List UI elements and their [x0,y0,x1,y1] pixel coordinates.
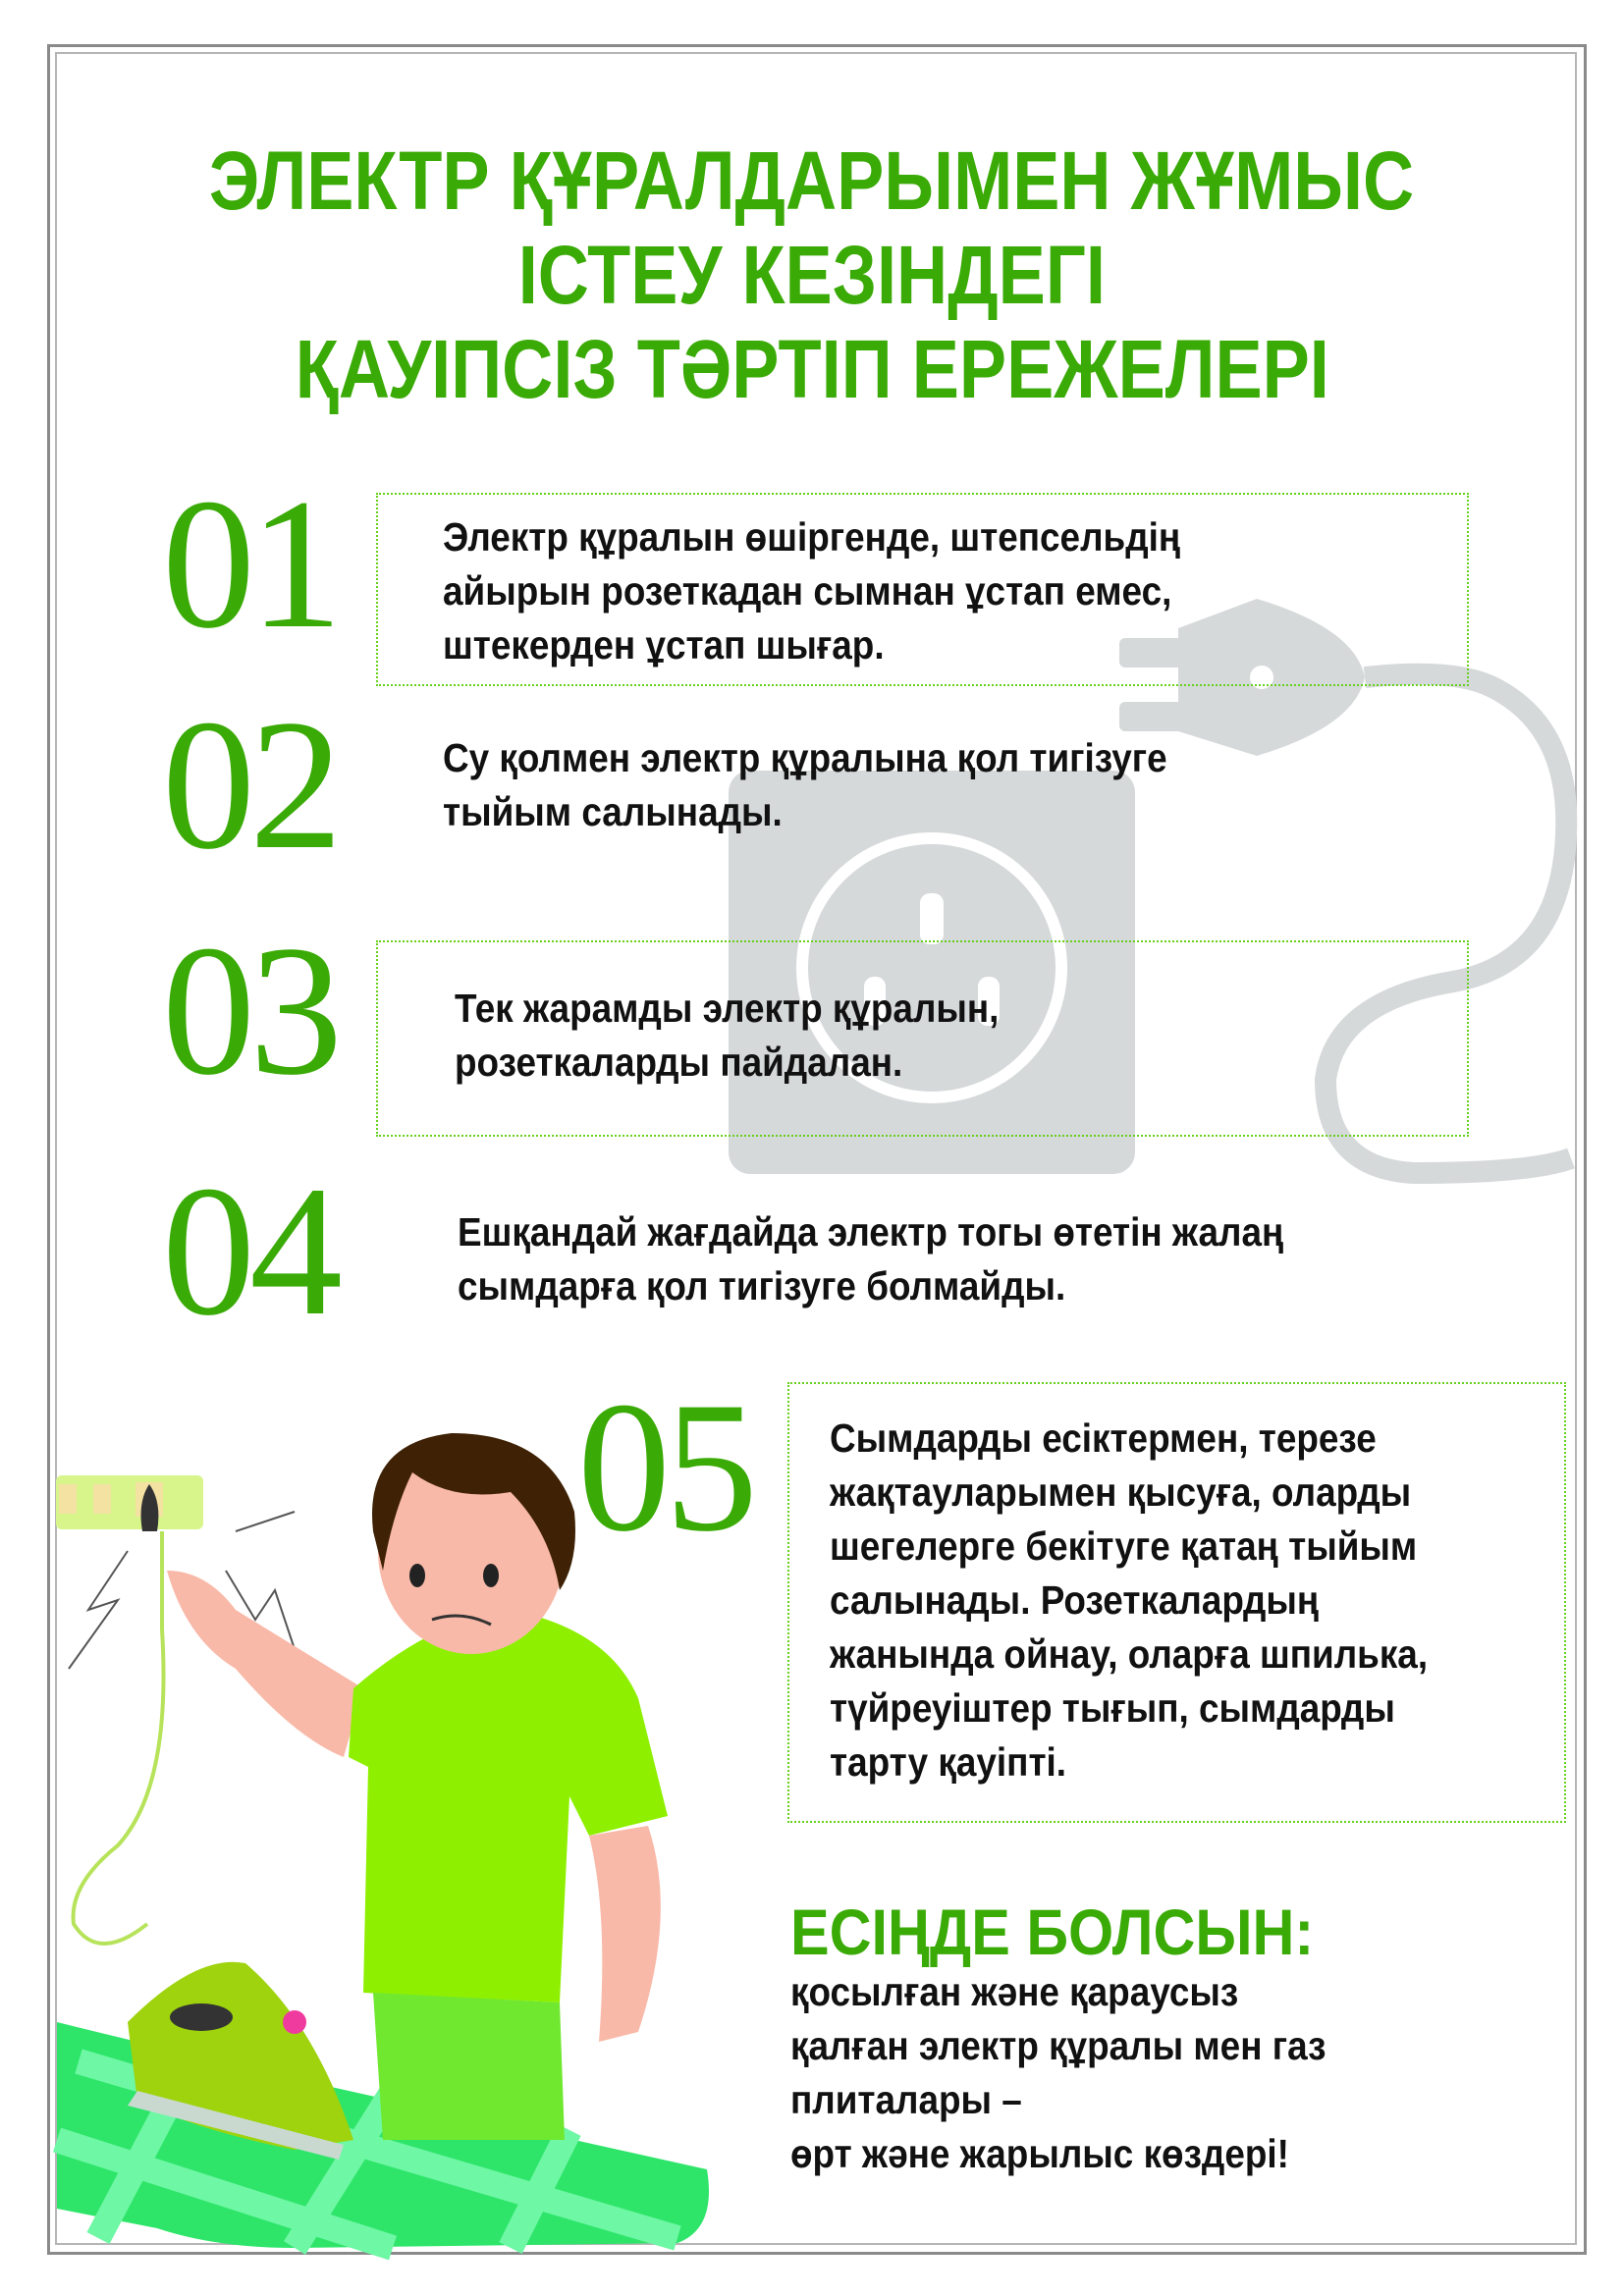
rule-line: айырын розеткадан сымнан ұстап емес, [443,568,1172,614]
rule-line: Электр құралын өшіргенде, штепсельдің [443,514,1181,560]
rule-line: Ешқандай жағдайда электр тогы өтетін жалаң [458,1209,1284,1255]
title-line: ЭЛЕКТР ҚҰРАЛДАРЫМЕН ЖҰМЫС [209,134,1415,227]
rule-line: штекерден ұстап шығар. [443,622,885,667]
remember-line: қосылған және қараусыз [790,1969,1239,2014]
title-line: ІСТЕУ КЕЗІНДЕГІ [517,229,1107,321]
title-line: ҚАУІПСІЗ ТӘРТІП ЕРЕЖЕЛЕРІ [295,323,1329,415]
rule-number: 02 [162,682,337,888]
rule-line: розеткаларды пайдалан. [455,1040,903,1085]
rule-line: салынады. Розеткалардың [830,1577,1320,1623]
remember-line: өрт және жарылыс көздері! [790,2131,1289,2176]
rule-line: шегелерге бекітуге қатаң тыйым [830,1523,1418,1569]
rule-number: 05 [577,1364,752,1571]
rule-number: 03 [162,908,337,1114]
rule-line: жанында ойнау, оларға шпилька, [830,1631,1429,1677]
rule-line: Су қолмен электр құралына қол тигізуге [443,735,1167,780]
rule-number: 01 [162,461,337,667]
rule-line: жақтауларымен қысуға, оларды [830,1469,1412,1515]
rule-line: түйреуіштер тығып, сымдарды [830,1685,1395,1731]
remember-line: қалған электр құралы мен газ [790,2023,1326,2068]
remember-heading: ЕСІҢДЕ БОЛСЫН: [790,1896,1315,1968]
rule-line: тыйым салынады. [443,789,783,834]
rule-line: тарту қауіпті. [830,1739,1067,1785]
rule-line: Тек жарамды электр құралын, [455,986,1000,1031]
rule-line: сымдарға қол тигізуге болмайды. [458,1263,1066,1308]
rule-line: Сымдарды есіктермен, терезе [830,1415,1377,1461]
remember-line: плиталары – [790,2077,1022,2122]
rule-number: 04 [162,1148,337,1355]
